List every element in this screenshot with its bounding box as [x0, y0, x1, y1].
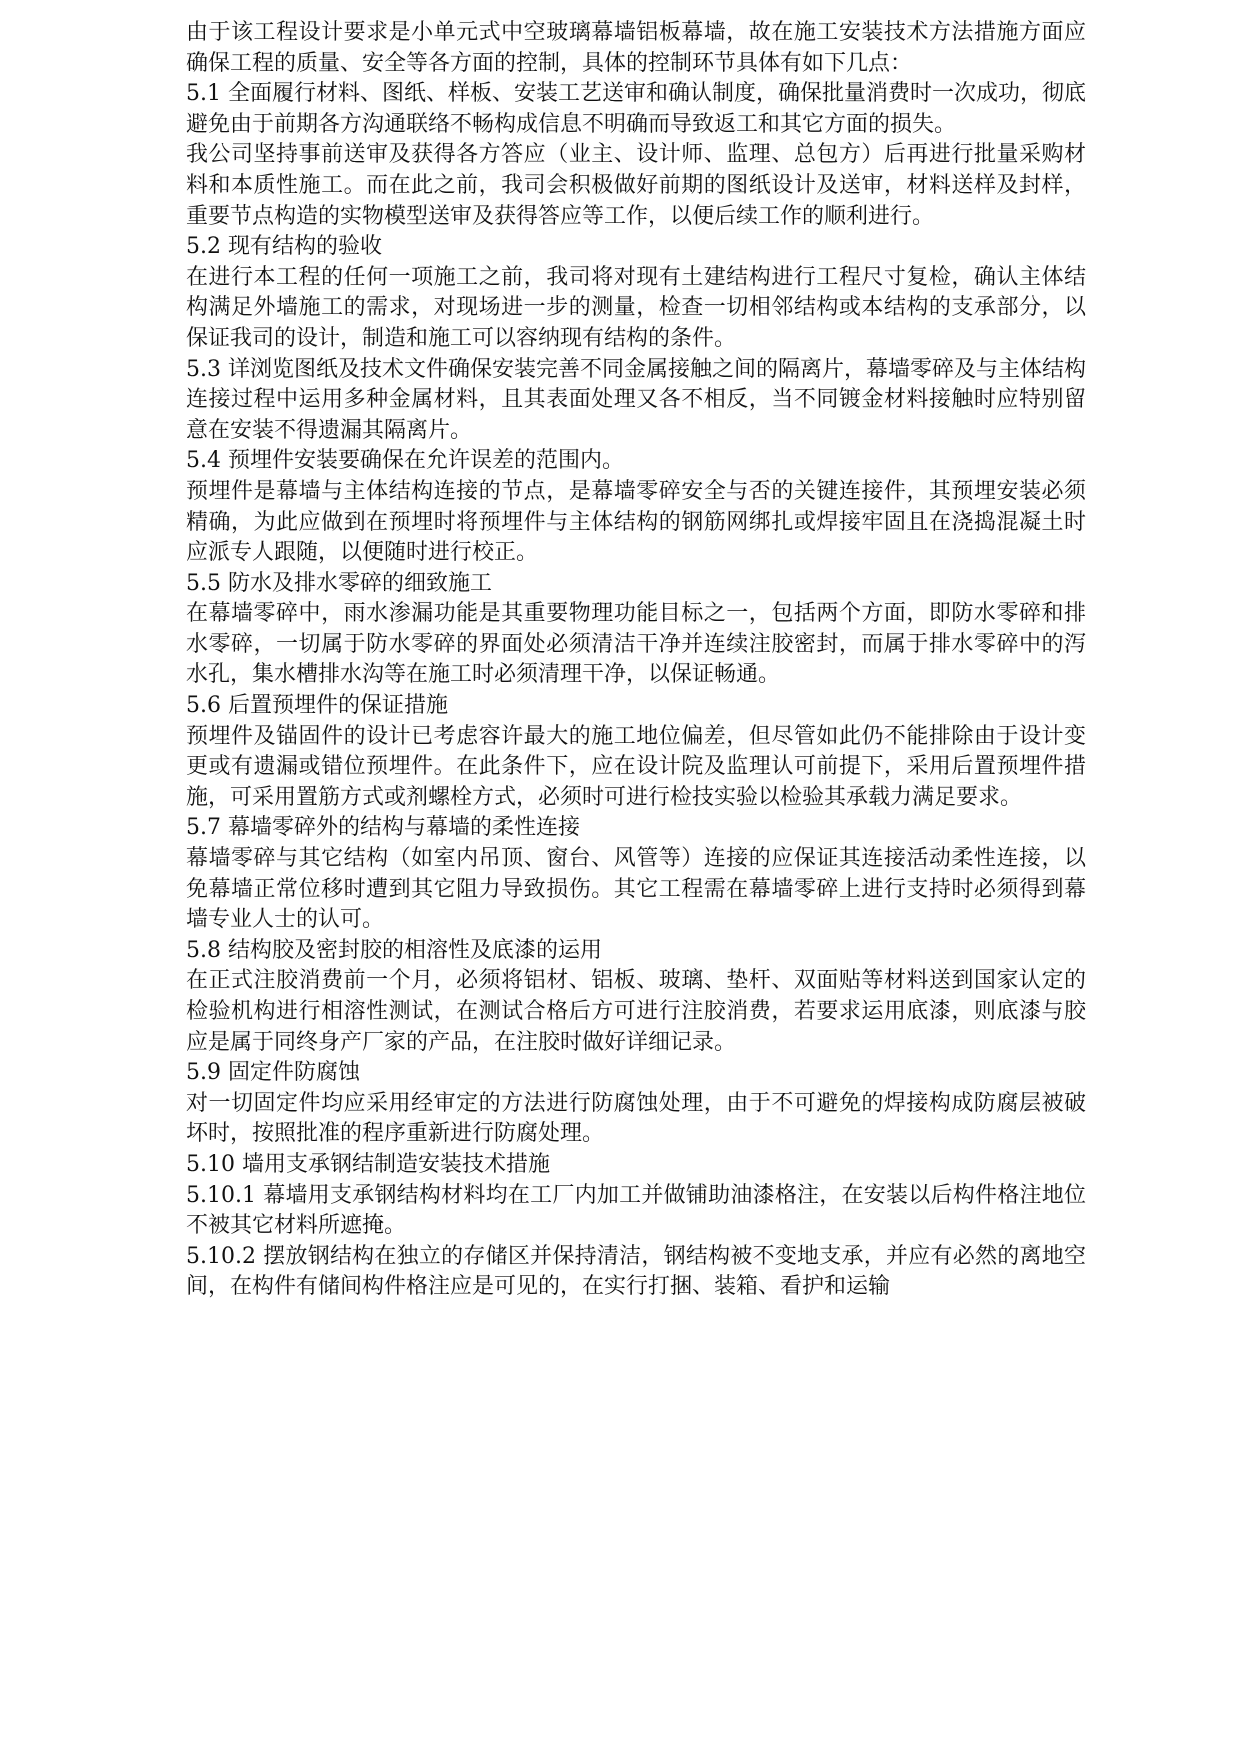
- section-5-9-heading: 5.9 固定件防腐蚀: [186, 1060, 360, 1086]
- section-5-2-body: 在进行本工程的任何一项施工之前，我司将对现有土建结构进行工程尺寸复检，确认主体结构满足外墙施工的需求，对现场进一步的测量，检查一切相邻结构或本结构的支承部分，以保证我司的设计，制造和施工可以容纳现有结构的条件。: [186, 264, 1086, 351]
- section-5-1-heading: 5.1 全面履行材料、图纸、样板、安装工艺送审和确认制度，确保批量消费时一次成功，彻底避免由于前期各方沟通联络不畅构成信息不明确而导致返工和其它方面的损失。: [186, 81, 1086, 137]
- section-5-10-heading: 5.10 墙用支承钢结制造安装技术措施: [186, 1151, 550, 1177]
- section-5-8-body: 在正式注胶消费前一个月，必须将铝材、铝板、玻璃、垫杆、双面贴等材料送到国家认定的检验机构进行相溶性测试，在测试合格后方可进行注胶消费，若要求运用底漆，则底漆与胶应是属于同终身产厂家的产品，在注胶时做好详细记录。: [186, 968, 1086, 1055]
- section-5-1-body: 我公司坚持事前送审及获得各方答应（业主、设计师、监理、总包方）后再进行批量采购材料和本质性施工。而在此之前，我司会积极做好前期的图纸设计及送审，材料送样及封样，重要节点构造的实物模型送审及获得答应等工作，以便后续工作的顺利进行。: [186, 142, 1086, 229]
- section-5-6-body: 预埋件及锚固件的设计已考虑容许最大的施工地位偏差，但尽管如此仍不能排除由于设计变更或有遗漏或错位预埋件。在此条件下，应在设计院及监理认可前提下，采用后置预埋件措施，可采用置筋方式或剂螺栓方式，必须时可进行检技实验以检验其承载力满足要求。: [186, 723, 1086, 810]
- section-5-2-heading: 5.2 现有结构的验收: [186, 234, 382, 260]
- section-5-5-body: 在幕墙零碎中，雨水渗漏功能是其重要物理功能目标之一，包括两个方面，即防水零碎和排水零碎，一切属于防水零碎的界面处必须清洁干净并连续注胶密封，而属于排水零碎中的泻水孔，集水槽排水沟等在施工时必须清理干净，以保证畅通。: [186, 601, 1086, 688]
- section-5-4-body: 预埋件是幕墙与主体结构连接的节点，是幕墙零碎安全与否的关键连接件，其预埋安装必须精确，为此应做到在预埋时将预埋件与主体结构的钢筋网绑扎或焊接牢固且在浇捣混凝土时应派专人跟随，以便随时进行校正。: [186, 478, 1086, 566]
- section-5-8-heading: 5.8 结构胶及密封胶的相溶性及底漆的运用: [186, 937, 602, 963]
- section-5-3-paragraph: 5.3 详浏览图纸及技术文件确保安装完善不同金属接触之间的隔离片，幕墙零碎及与主体结构连接过程中运用多种金属材料，且其表面处理又各不相反，当不同镀金材料接触时应特别留意在安装不得遗漏其隔离片。: [186, 356, 1086, 443]
- section-5-4-heading: 5.4 预埋件安装要确保在允许误差的范围内。: [186, 448, 624, 474]
- section-5-10-1-paragraph: 5.10.1 幕墙用支承钢结构材料均在工厂内加工并做铺助油漆格注，在安装以后构件格注地位不被其它材料所遮掩。: [186, 1182, 1086, 1239]
- section-5-5-heading: 5.5 防水及排水零碎的细致施工: [186, 570, 492, 596]
- document-page: [186, 18, 1086, 1303]
- section-5-7-body: 幕墙零碎与其它结构（如室内吊顶、窗台、风管等）连接的应保证其连接活动柔性连接，以免幕墙正常位移时遭到其它阻力导致损伤。其它工程需在幕墙零碎上进行支持时必须得到幕墙专业人士的认可。: [186, 846, 1086, 933]
- intro-paragraph: 由于该工程设计要求是小单元式中空玻璃幕墙铝板幕墙，故在施工安装技术方法措施方面应确保工程的质量、安全等各方面的控制，具体的控制环节具体有如下几点：: [186, 20, 1086, 76]
- section-5-7-heading: 5.7 幕墙零碎外的结构与幕墙的柔性连接: [186, 815, 580, 841]
- section-5-6-heading: 5.6 后置预埋件的保证措施: [186, 693, 448, 719]
- section-5-9-body: 对一切固定件均应采用经审定的方法进行防腐蚀处理，由于不可避免的焊接构成防腐层被破坏时，按照批准的程序重新进行防腐处理。: [186, 1090, 1086, 1147]
- section-5-10-2-paragraph: 5.10.2 摆放钢结构在独立的存储区并保持清洁，钢结构被不变地支承，并应有必然的离地空间，在构件有储间构件格注应是可见的，在实行打捆、装箱、看护和运输: [186, 1243, 1086, 1300]
